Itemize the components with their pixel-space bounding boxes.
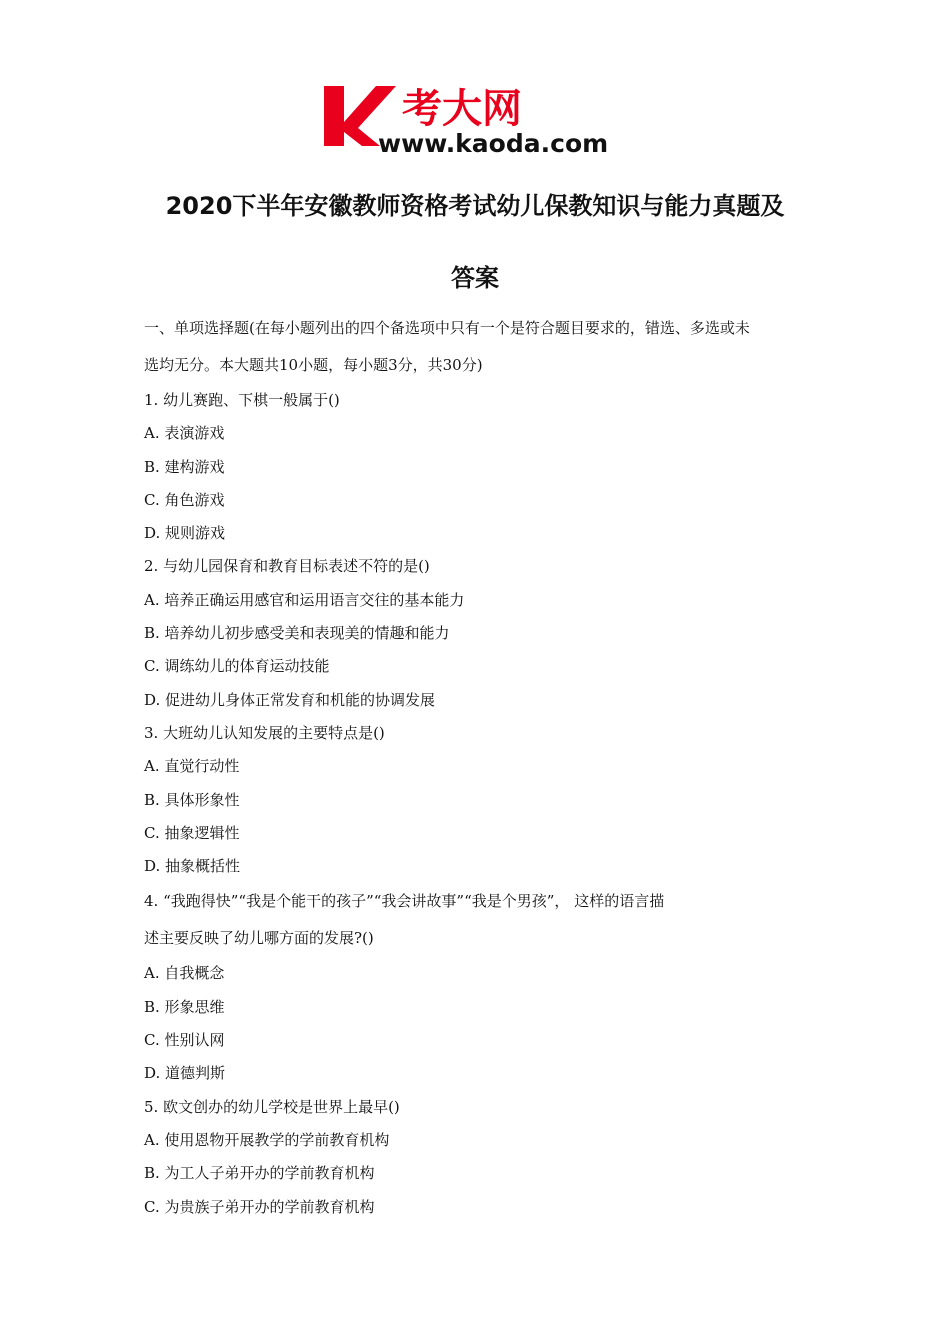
logo-k-stroke [324,86,344,146]
question-2 [144,550,814,716]
question-stem-line-1: 4. “我跑得快”“我是个能干的孩子”“我会讲故事”“我是个男孩”， 这样的语言描 [144,892,665,911]
option-b: B. 为工人子弟开办的学前教育机构 [144,1164,375,1183]
question-stem: 3. 大班幼儿认知发展的主要特点是() [144,723,385,742]
question-stem: 1. 幼儿赛跑、下棋一般属于() [144,391,340,409]
kaoda-logo [318,78,640,158]
option-c: C. 调练幼儿的体育运动技能 [144,657,330,676]
question-1 [144,384,814,550]
question-stem: 2. 与幼儿园保育和教育目标表述不符的是() [144,557,430,576]
option-d: D. 道德判斯 [144,1064,226,1083]
section-intro-line-2: 选均无分。本大题共10小题，每小题3分，共30分) [144,356,483,374]
option-c: C. 性别认网 [144,1031,225,1050]
section-intro-line-1: 一、单项选择题(在每小题列出的四个备选项中只有一个是符合题目要求的，错选、多选或未 [144,319,750,337]
question-3 [144,717,814,883]
option-a: A. 直觉行动性 [144,757,240,776]
option-b: B. 建构游戏 [144,457,225,476]
option-a: A. 培养正确运用感官和运用语言交往的基本能力 [144,590,465,609]
option-a: A. 表演游戏 [144,424,225,443]
option-d: D. 规则游戏 [144,524,226,543]
question-4 [144,883,814,1090]
logo-url-text: www.kaoda.com [378,129,609,158]
option-d: D. 促进幼儿身体正常发育和机能的协调发展 [144,690,436,709]
option-a: A. 自我概念 [144,964,225,983]
question-5 [144,1091,814,1224]
option-c: C. 抽象逻辑性 [144,823,240,842]
logo-letter: K [318,78,319,79]
option-a: A. 使用恩物开展教学的学前教育机构 [144,1130,390,1149]
option-c: C. 为贵族子弟开办的学前教育机构 [144,1197,375,1216]
option-b: B. 形象思维 [144,997,225,1016]
option-b: B. 具体形象性 [144,790,240,809]
question-stem: 5. 欧文创办的幼儿学校是世界上最早() [144,1097,400,1116]
document-title-line-2: 答案 [451,264,499,292]
document-body [144,310,814,1224]
question-stem-line-2: 述主要反映了幼儿哪方面的发展?() [144,929,374,948]
logo-brand-text: 考大网 [402,86,522,132]
document-title-line-1: 2020下半年安徽教师资格考试幼儿保教知识与能力真题及 [165,192,785,220]
option-c: C. 角色游戏 [144,490,225,509]
option-d: D. 抽象概括性 [144,857,241,876]
option-b: B. 培养幼儿初步感受美和表现美的情趣和能力 [144,624,450,643]
